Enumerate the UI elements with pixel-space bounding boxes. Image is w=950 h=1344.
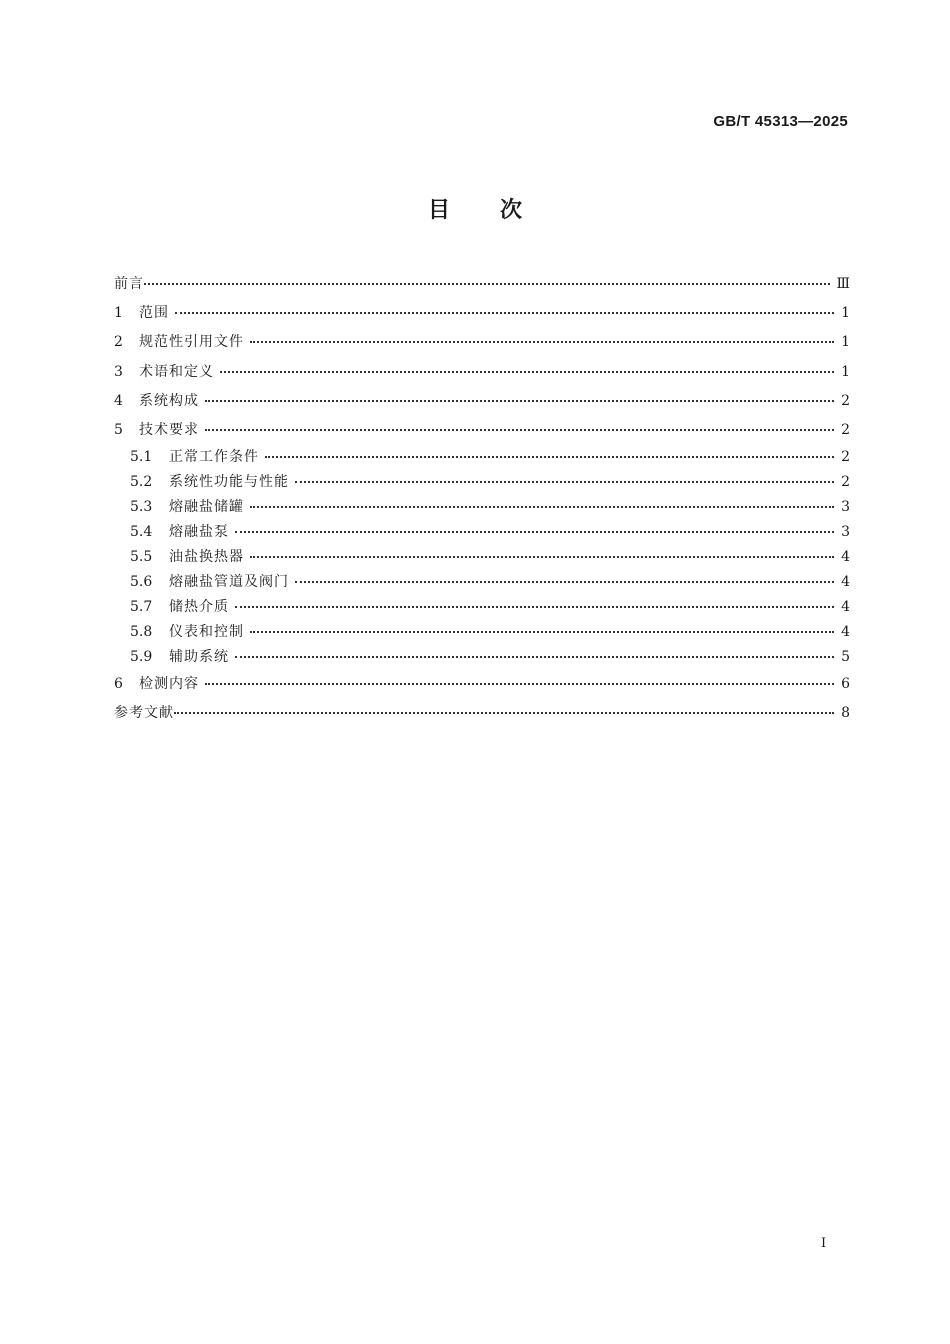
toc-entry-page: 6 [841, 676, 850, 693]
toc-entry-title: 范围 [139, 305, 169, 322]
toc-leader-dots [250, 499, 834, 511]
toc-entry-title: 技术要求 [139, 421, 199, 438]
toc-leader-dots [205, 676, 834, 688]
toc-entry-page: 2 [841, 474, 850, 491]
toc-entry-5-8[interactable] [114, 620, 850, 645]
toc-entry-number: 2 [114, 334, 123, 351]
toc-entry-number: 5.2 [130, 474, 153, 491]
toc-entry-foreword[interactable] [114, 270, 850, 299]
toc-entry-number: 5.9 [130, 649, 153, 666]
toc-entry-title: 系统性功能与性能 [169, 474, 289, 491]
toc-entry-page: 5 [841, 649, 850, 666]
toc-entry-title: 规范性引用文件 [139, 334, 244, 351]
toc-entry-title: 辅助系统 [169, 649, 229, 666]
toc-entry-page: 4 [841, 549, 850, 566]
toc-entry-page: 2 [841, 392, 850, 409]
toc-entry-title: 仪表和控制 [169, 624, 244, 641]
toc-entry-number: 5.3 [130, 499, 153, 516]
toc-leader-dots [205, 393, 834, 405]
toc-entry-5-3[interactable] [114, 495, 850, 520]
toc-entry-number: 5 [114, 421, 123, 438]
toc-leader-dots [265, 449, 834, 461]
toc-leader-dots [235, 524, 834, 536]
toc-leader-dots [295, 474, 834, 486]
toc-entry-number: 5.7 [130, 599, 153, 616]
toc-entry-2[interactable] [114, 328, 850, 357]
toc-entry-page: 3 [841, 524, 850, 541]
toc-entry-page: Ⅲ [836, 276, 850, 292]
toc-entry-number: 6 [114, 676, 123, 693]
page-folio: Ⅰ [821, 1236, 827, 1251]
page-title: 目次 [427, 198, 572, 223]
toc-entry-5-1[interactable] [114, 445, 850, 470]
toc-entry-title: 储热介质 [169, 599, 229, 616]
toc-entry-title: 前言 [114, 276, 144, 292]
toc-entry-number: 5.4 [130, 524, 153, 541]
toc-entry-page: 4 [841, 624, 850, 641]
toc-entry-bibliography[interactable] [114, 699, 850, 728]
toc-leader-dots [174, 705, 834, 717]
toc-leader-dots [220, 364, 834, 376]
toc-entry-number: 5.1 [130, 449, 153, 466]
toc-entry-page: 1 [841, 334, 850, 351]
toc-entry-page: 1 [841, 363, 850, 380]
toc-entry-5-4[interactable] [114, 520, 850, 545]
toc-leader-dots [250, 624, 834, 636]
toc-entry-title: 油盐换热器 [169, 549, 244, 566]
toc-leader-dots [205, 422, 834, 434]
toc-entry-title: 术语和定义 [139, 363, 214, 380]
toc-entry-title: 熔融盐管道及阀门 [169, 574, 289, 591]
toc-leader-dots [235, 649, 834, 661]
toc-leader-dots [250, 549, 834, 561]
toc-leader-dots [235, 599, 834, 611]
toc-entry-title: 系统构成 [139, 392, 199, 409]
toc-entry-number: 3 [114, 363, 123, 380]
toc-leader-dots [144, 276, 830, 288]
toc-entry-page: 4 [841, 599, 850, 616]
toc-entry-1[interactable] [114, 299, 850, 328]
toc-entry-5-6[interactable] [114, 570, 850, 595]
toc-leader-dots [295, 574, 834, 586]
toc-entry-number: 5.5 [130, 549, 153, 566]
toc-entry-number: 5.6 [130, 574, 153, 591]
toc-entry-title: 参考文献 [114, 705, 174, 722]
toc-entry-3[interactable] [114, 358, 850, 387]
toc-entry-page: 4 [841, 574, 850, 591]
toc-entry-page: 1 [841, 305, 850, 322]
toc-entry-page: 2 [841, 449, 850, 466]
toc-entry-number: 4 [114, 392, 123, 409]
toc-leader-dots [250, 334, 834, 346]
toc-entry-5-5[interactable] [114, 545, 850, 570]
toc-entry-title: 检测内容 [139, 676, 199, 693]
toc-entry-page: 8 [841, 705, 850, 722]
toc-entry-number: 1 [114, 305, 123, 322]
toc-entry-5-9[interactable] [114, 645, 850, 670]
toc-entry-5[interactable] [114, 416, 850, 445]
toc-entry-5-7[interactable] [114, 595, 850, 620]
toc-entry-number: 5.8 [130, 624, 153, 641]
toc-entry-page: 2 [841, 421, 850, 438]
toc-leader-dots [175, 305, 834, 317]
toc-entry-title: 正常工作条件 [169, 449, 259, 466]
toc-entry-page: 3 [841, 499, 850, 516]
standard-number: GB/T 45313—2025 [713, 113, 848, 130]
toc-entry-title: 熔融盐泵 [169, 524, 229, 541]
toc-entry-5-2[interactable] [114, 470, 850, 495]
toc-entry-title: 熔融盐储罐 [169, 499, 244, 516]
toc-entry-4[interactable] [114, 387, 850, 416]
table-of-contents [114, 270, 850, 729]
toc-entry-6[interactable] [114, 670, 850, 699]
